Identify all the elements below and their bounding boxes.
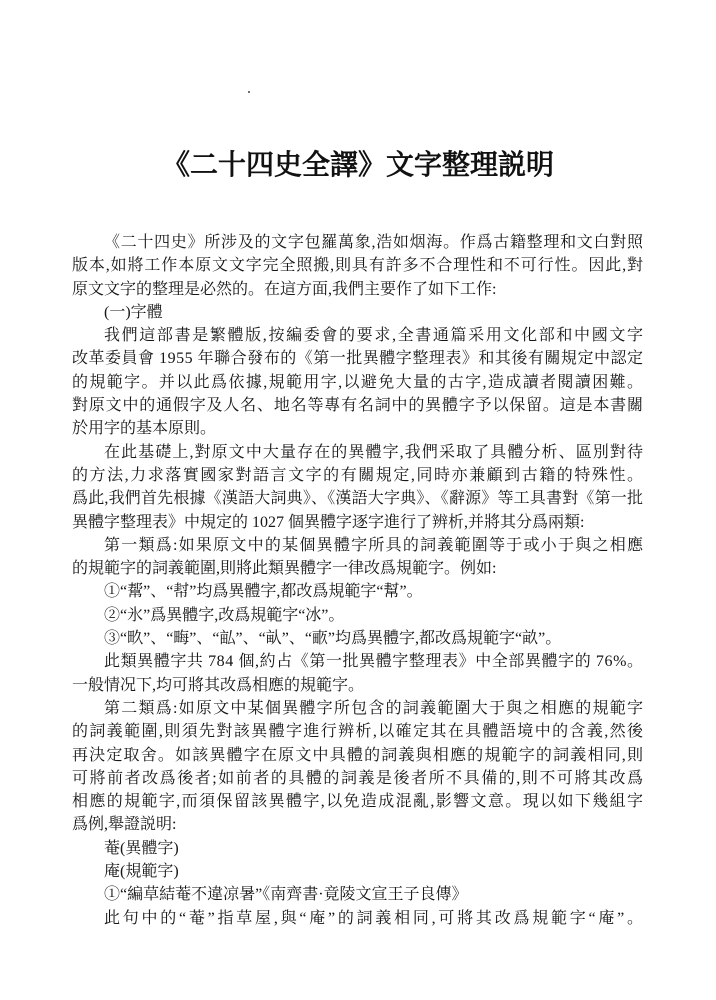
text-line: 改革委員會 1955 年聯合發布的《第一批異體字整理表》和其後有關規定中認定 xyxy=(72,350,644,368)
text-line: 此類異體字共 784 個,約占《第一批異體字整理表》中全部異體字的 76%。 xyxy=(104,653,644,671)
variant-character-label xyxy=(72,837,643,860)
paragraph xyxy=(72,324,643,440)
citation xyxy=(72,883,643,906)
text-line: 第二類爲:如原文中某個異體字所包含的詞義範圍大于與之相應的規範字 xyxy=(104,699,645,717)
paragraph xyxy=(72,441,643,534)
text-line: 一般情况下,均可將其改爲相應的規範字。 xyxy=(72,676,365,694)
text-line: 爲此,我們首先根據《漢語大詞典》、《漢語大字典》、《辭源》等工具書對《第一批 xyxy=(72,490,644,508)
text-line: 的詞義範圍,則須先對該異體字進行辨析,以確定其在具體語境中的含義,然後 xyxy=(72,723,645,741)
text-line: 原文文字的整理是必然的。在這方面,我們主要作了如下工作: xyxy=(72,280,497,298)
text-line: 於用字的基本原則。 xyxy=(72,420,217,438)
text-line: ①“幚”、“幇”均爲異體字,都改爲規範字“幫”。 xyxy=(104,583,423,601)
example-item xyxy=(72,604,643,627)
text-line: 庵(規範字) xyxy=(104,863,179,881)
example-item xyxy=(72,627,643,650)
standard-character-label xyxy=(72,860,643,883)
text-line: 的規範字的詞義範圍,則將此類異體字一律改爲規範字。例如: xyxy=(72,560,497,578)
text-line: 在此基礎上,對原文中大量存在的異體字,我們采取了具體分析、區別對待 xyxy=(104,443,645,461)
paragraph xyxy=(72,650,643,697)
text-line: 異體字整理表》中規定的 1027 個異體字逐字進行了辨析,并將其分爲兩類: xyxy=(72,513,585,531)
text-line: 的方法,力求落實國家對語言文字的有關規定,同時亦兼顧到古籍的特殊性。 xyxy=(72,466,645,484)
text-line: 《二十四史》所涉及的文字包羅萬象,浩如烟海。作爲古籍整理和文白對照 xyxy=(104,234,644,251)
text-line: 的規範字。并以此爲依據,規範用字,以避免大量的古字,造成讀者閱讀困難。 xyxy=(72,373,645,391)
text-line: 版本,如將工作本原文文字完全照搬,則具有許多不合理性和不可行性。因此,對 xyxy=(72,257,644,275)
example-item xyxy=(72,580,643,603)
paragraph xyxy=(72,907,646,930)
text-line: 相應的規範字,而須保留該異體字,以免造成混亂,影響文意。現以如下幾組字 xyxy=(72,793,645,811)
text-line: ①“編草結菴不違凉暑”《南齊書·竟陵文宣王子良傳》 xyxy=(104,886,468,904)
section-heading xyxy=(72,301,643,324)
scan-mark xyxy=(248,91,250,93)
section-heading-text: (一)字體 xyxy=(104,303,163,321)
text-line: 再決定取舍。如該異體字在原文中具體的詞義與相應的規範字的詞義相同,則 xyxy=(72,746,645,764)
text-line: 第一類爲:如果原文中的某個異體字所具的詞義範圍等于或小于與之相應 xyxy=(104,536,645,554)
text-line: 可將前者改爲後者;如前者的具體的詞義是後者所不具備的,則不可將其改爲 xyxy=(72,769,645,787)
intro-paragraph xyxy=(72,231,643,301)
paragraph xyxy=(72,534,643,581)
text-line: 我們這部書是繁體版,按編委會的要求,全書通篇采用文化部和中國文字 xyxy=(104,327,645,345)
text-line: 爲例,舉證説明: xyxy=(72,816,177,834)
text-line: 此句中的“菴”指草屋,與“庵”的詞義相同,可將其改爲規範字“庵”。 xyxy=(104,909,646,927)
text-line: ②“氷”爲異體字,改爲規範字“冰”。 xyxy=(104,606,345,624)
body-text xyxy=(72,231,646,930)
text-line: ③“畂”、“畮”、“畆”、“畒”、“畞”均爲異體字,都改爲規範字“畝”。 xyxy=(104,630,562,648)
text-line: 菴(異體字) xyxy=(104,839,179,857)
page-title: 《二十四史全譯》文字整理説明 xyxy=(161,149,554,180)
text-line: 對原文中的通假字及人名、地名等專有名詞中的異體字予以保留。這是本書關 xyxy=(72,397,644,415)
paragraph xyxy=(72,697,643,837)
